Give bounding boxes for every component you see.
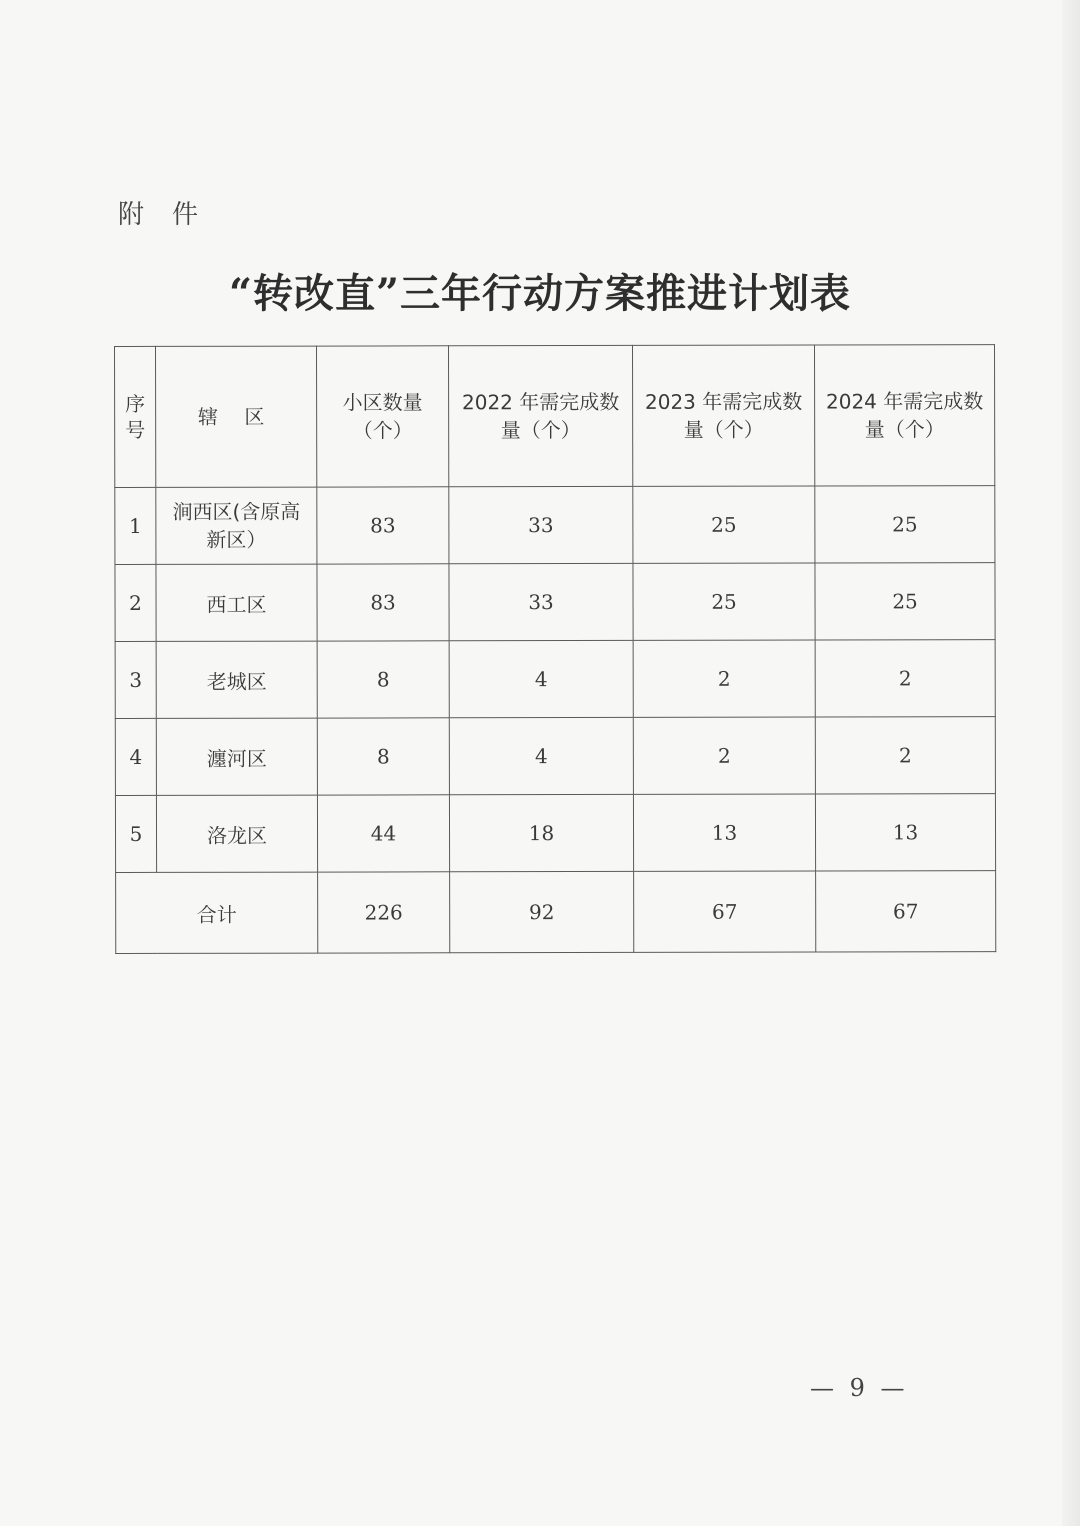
- table-row: [115, 486, 995, 565]
- cell-2023: 25: [633, 486, 815, 563]
- cell-district: 洛龙区: [156, 795, 317, 872]
- cell-2024: 13: [815, 794, 995, 871]
- total-2023: 67: [634, 871, 816, 952]
- cell-district: 老城区: [156, 641, 317, 718]
- cell-2022: 33: [449, 563, 633, 640]
- cell-2022: 4: [449, 717, 633, 794]
- cell-seq: 4: [115, 718, 156, 795]
- page-number: — 9 —: [810, 1374, 909, 1402]
- table-row: [115, 717, 995, 796]
- total-2022: 92: [450, 871, 634, 952]
- cell-2023: 2: [633, 640, 815, 717]
- cell-2023: 13: [633, 794, 815, 871]
- header-district: 辖 区: [156, 346, 317, 487]
- attachment-label: 附件: [118, 200, 227, 230]
- cell-count: 83: [317, 487, 449, 564]
- table-header-row: [115, 345, 995, 488]
- document-title: “转改直”三年行动方案推进计划表: [228, 270, 851, 317]
- cell-2024: 2: [815, 640, 995, 717]
- cell-count: 83: [317, 564, 449, 641]
- cell-district: 西工区: [156, 564, 317, 641]
- header-2022: 2022 年需完成数量（个）: [449, 345, 633, 486]
- table-row: [115, 640, 995, 719]
- header-seq: 序号: [115, 346, 156, 487]
- cell-2024: 25: [815, 486, 995, 563]
- header-count: 小区数量（个）: [317, 346, 449, 487]
- plan-table: [114, 344, 996, 954]
- header-2024: 2024 年需完成数量（个）: [814, 345, 994, 486]
- table-row: [115, 794, 995, 873]
- total-label: 合计: [116, 872, 318, 953]
- page-edge-shadow: [1062, 0, 1080, 1526]
- cell-count: 8: [317, 641, 449, 718]
- cell-2024: 2: [815, 717, 995, 794]
- cell-district: 瀍河区: [156, 718, 317, 795]
- cell-count: 8: [317, 718, 449, 795]
- cell-seq: 3: [115, 641, 156, 718]
- cell-seq: 5: [115, 795, 156, 872]
- cell-seq: 2: [115, 564, 156, 641]
- header-2023: 2023 年需完成数量（个）: [632, 345, 814, 486]
- table-total-row: [116, 871, 996, 954]
- cell-count: 44: [317, 795, 449, 872]
- cell-2022: 33: [449, 486, 633, 563]
- cell-district: 涧西区(含原高新区）: [156, 487, 317, 564]
- total-2024: 67: [816, 871, 996, 952]
- total-count: 226: [318, 872, 450, 953]
- cell-seq: 1: [115, 487, 156, 564]
- cell-2024: 25: [815, 563, 995, 640]
- table-row: [115, 563, 995, 642]
- cell-2022: 4: [449, 640, 633, 717]
- cell-2022: 18: [449, 794, 633, 871]
- cell-2023: 25: [633, 563, 815, 640]
- cell-2023: 2: [633, 717, 815, 794]
